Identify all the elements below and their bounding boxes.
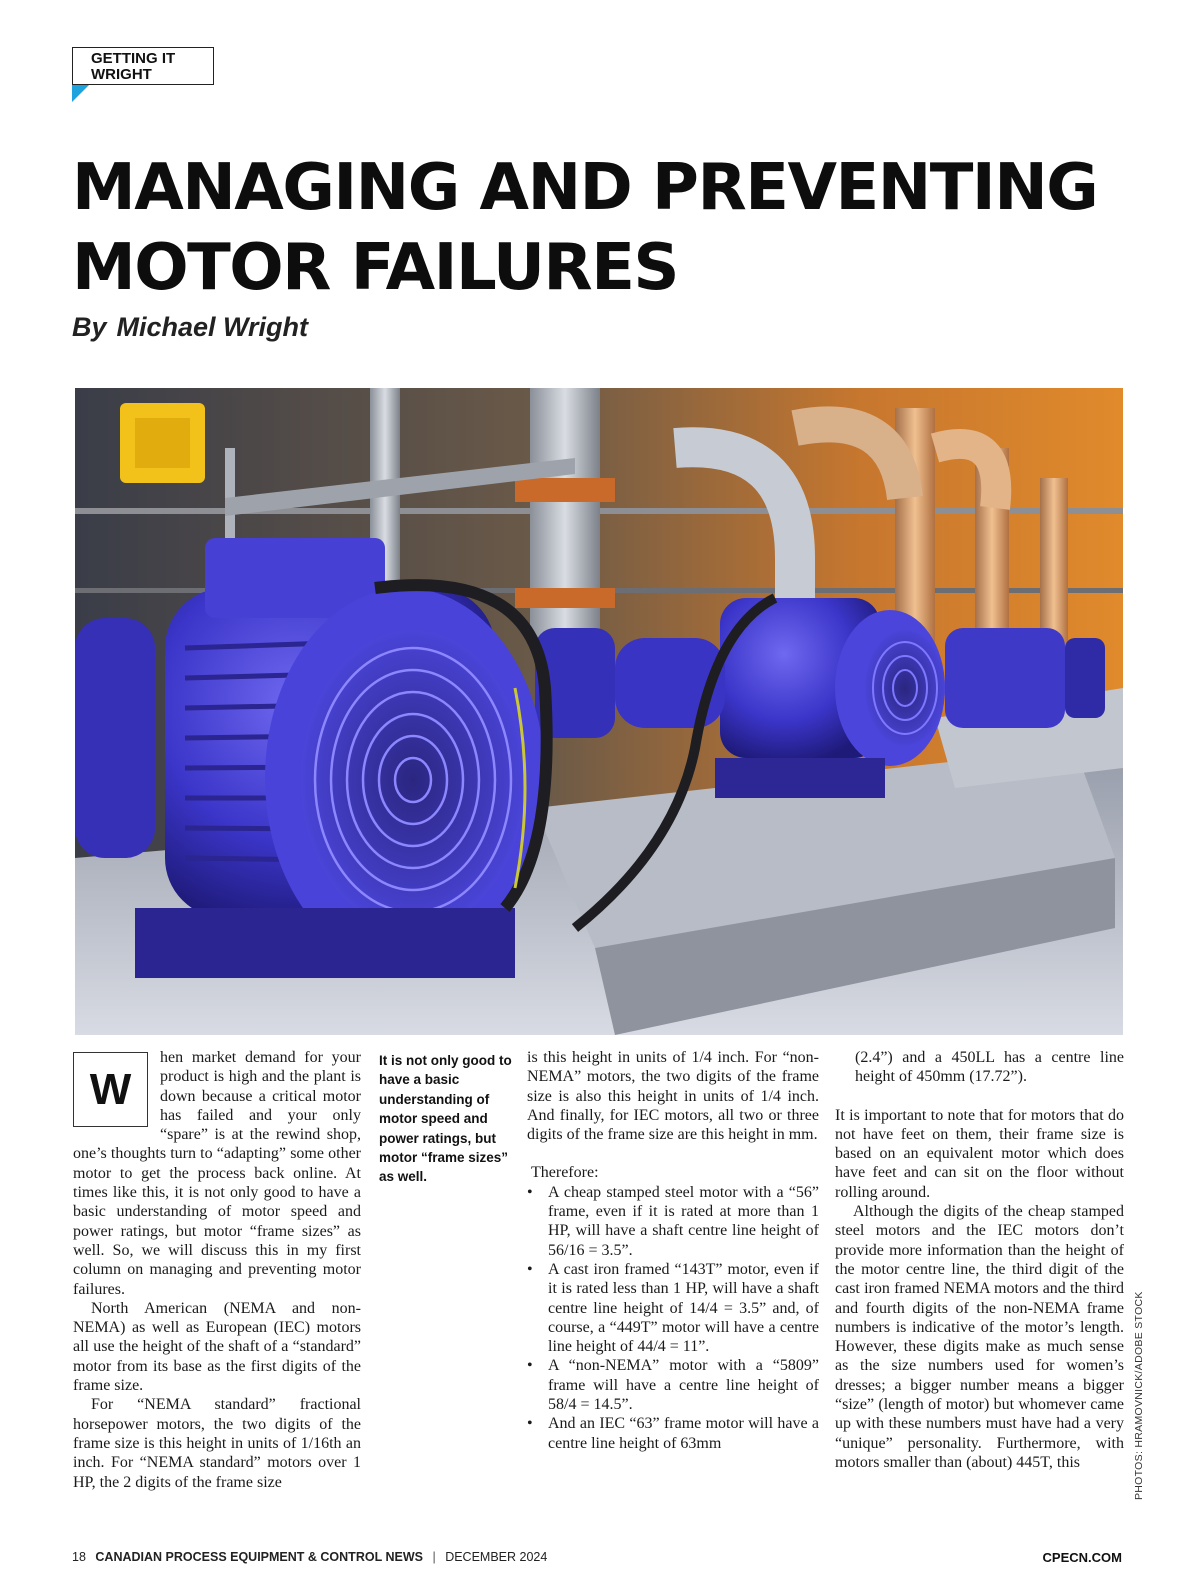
list-item: • And an IEC “63” frame motor will have a centre line height of 63mm	[527, 1414, 819, 1453]
author-name: Michael Wright	[116, 312, 309, 342]
list-item: • A cast iron framed “143T” motor, even if it is rated less than 1 HP, will have a shaft centre line height of 14/4 = 3.5” and, of course, a “449T” motor will have a centre line height of 44/4 = 11”.	[527, 1260, 819, 1356]
hero-photo-motors	[75, 388, 1123, 1035]
publication-name: CANADIAN PROCESS EQUIPMENT & CONTROL NEWS	[95, 1550, 423, 1564]
paragraph-continued: is this height in units of 1/4 inch. For “non-NEMA” motors, the two digits of the frame size is also this height in units of 1/4 inch. And finally, for IEC motors, all two or three digits of the frame size are this height in mm.	[527, 1049, 819, 1144]
article-title: MANAGING AND PREVENTING MOTOR FAILURES	[72, 151, 1098, 305]
page-number: 18	[72, 1550, 86, 1564]
page-footer	[72, 1550, 547, 1564]
list-item-continuation: (2.4”) and a 450LL has a centre line height of 450mm (17.72”).	[855, 1049, 1124, 1086]
paragraph-frame-digits: Although the digits of the cheap stamped steel motors and the IEC motors don’t provide more information than the height of the motor centre line, the third digit of the cast iron framed NEMA motors and the third and fourth digits of the non-NEMA frame numbers is indicative of the motor’s length. However, these digits make as much sense as the size numbers used for women’s dresses; a bigger number means a bigger “size” (length of motor) but whomever came up with these numbers must have had a very “unique” personality. Furthermore, with motors smaller than (about) 445T, this	[835, 1203, 1124, 1471]
list-item: • A “non-NEMA” motor with a “5809” frame will have a centre line height of 58/4 = 14.5”.	[527, 1356, 819, 1414]
byline	[72, 312, 308, 343]
pull-quote: It is not only good to have a basic understanding of motor speed and power ratings, but motor “frame sizes” as well.	[379, 1053, 512, 1185]
section-tag-flag	[72, 85, 89, 102]
byline-prefix: By	[72, 312, 107, 342]
paragraph-therefore: Therefore:	[531, 1164, 599, 1182]
drop-cap: W	[73, 1052, 148, 1127]
frame-size-examples-list	[527, 1183, 819, 1453]
paragraph-intro: hen market demand for your product is high and the plant is down because a critical motor has failed and your only “spare” is at the rewind shop, one’s thoughts turn to “adapting” some other motor to get the process back online. At times like this, it is not only good to have a basic understanding of motor speed and power ratings, but motor “frame sizes” as well. So, we will discuss this in my first column on managing and preventing motor failures.	[73, 1049, 361, 1298]
list-item: • A cheap stamped steel motor with a “56” frame, even if it is rated at more than 1 HP, will have a shaft centre line height of 56/16 = 3.5”.	[527, 1183, 819, 1260]
section-tag: GETTING IT WRIGHT	[72, 47, 214, 85]
article-column-4	[835, 1048, 1124, 1472]
issue-date: DECEMBER 2024	[445, 1550, 548, 1564]
photo-credit: PHOTOS: HRAMOVNICK/ADOBE STOCK	[1133, 1291, 1145, 1500]
paragraph-footless-motors: It is important to note that for motors that do not have feet on them, their frame size is based on an equivalent motor which does have feet and can sit on the floor without rolling around.	[835, 1106, 1124, 1201]
article-column-1	[73, 1048, 361, 1492]
paragraph-standards: North American (NEMA and non-NEMA) as well as European (IEC) motors all use the height of the shaft of a “standard” motor from its base as the first digits of the frame size.	[73, 1299, 361, 1395]
article-column-3	[527, 1048, 819, 1453]
website-link[interactable]: CPECN.COM	[1042, 1550, 1122, 1565]
paragraph-nema-fractional: For “NEMA standard” fractional horsepower motors, the two digits of the frame size is this height in units of 1/16th an inch. For “NEMA standard” motors over 1 HP, the 2 digits of the frame size	[73, 1396, 361, 1491]
footer-separator: |	[432, 1550, 436, 1564]
